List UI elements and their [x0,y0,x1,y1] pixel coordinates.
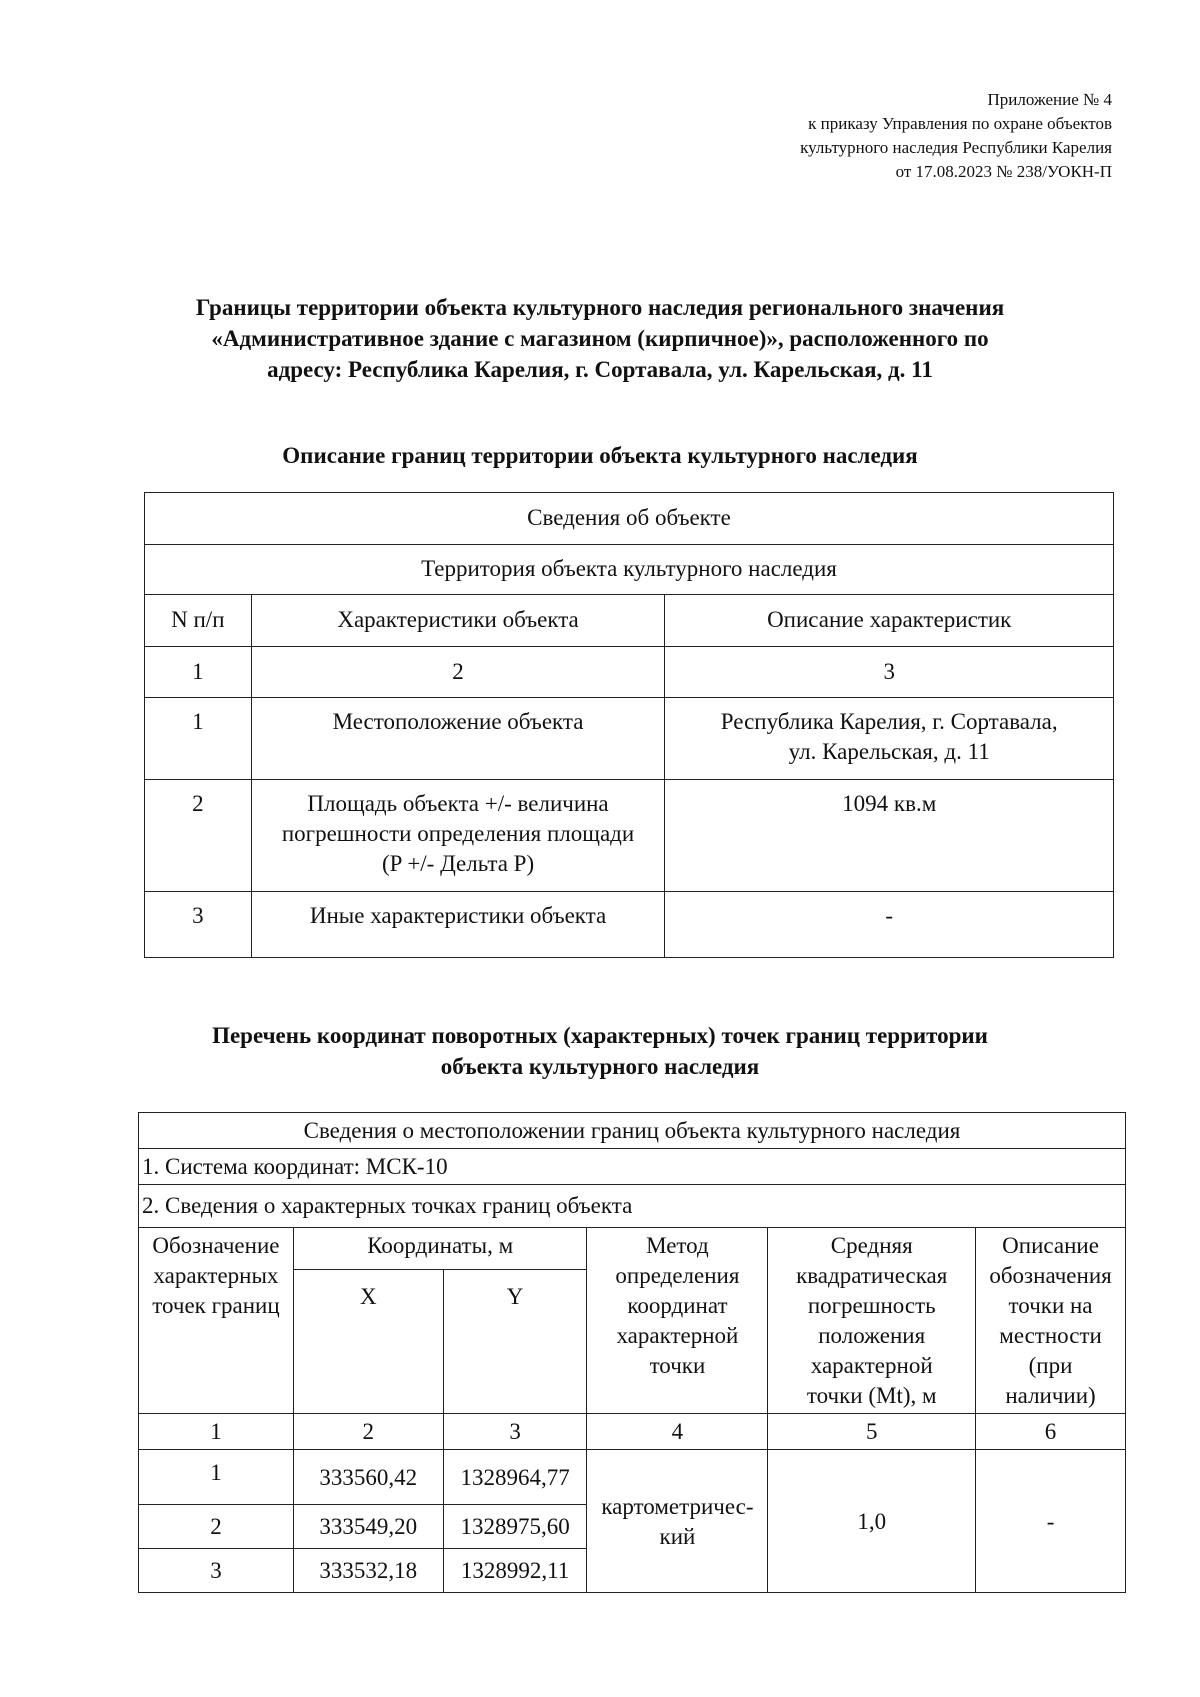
column-number-cell: 6 [976,1414,1126,1450]
coordinates-section-title [100,1020,1100,1082]
header-text: характерных [153,1263,279,1288]
header-text: (при [1028,1353,1073,1378]
table-header-row [139,1228,1126,1270]
column-number-cell: 3 [665,647,1114,698]
characteristic-cell [251,780,665,892]
characteristic-text: Местоположение объекта [332,709,584,734]
y-value: 1328964,77 [443,1450,587,1505]
title-line: «Административное здание с магазином (кирпичное)», расположенного по [211,326,989,351]
header-text: наличии) [1005,1383,1096,1408]
characteristic-text: Площадь объекта +/- величина [307,791,609,816]
method-text: картометричес- [601,1493,754,1519]
point-number: 2 [139,1505,294,1549]
header-text: точки (Mt), м [806,1383,937,1408]
section-title-line: Описание границ территории объекта культурного наследия [282,443,918,468]
section-title-line: объекта культурного наследия [440,1054,760,1079]
header-text: погрешность [807,1293,936,1318]
document-header-note [800,88,1112,184]
table-caption-row [145,493,1114,545]
error-value: 1,0 [768,1450,976,1593]
characteristic-text: погрешности определения площади [281,821,635,846]
description-cell [665,698,1114,780]
description-text: - [885,903,894,928]
coord-system-row [139,1149,1126,1185]
designation-header [139,1228,294,1414]
table-caption-row [145,545,1114,595]
description-text: Республика Карелия, г. Сортавала, [720,709,1058,734]
column-number-cell: 4 [587,1414,768,1450]
document-title [120,292,1080,385]
point-number: 3 [139,1549,294,1593]
header-text: квадратическая [796,1263,948,1288]
points-caption-row [139,1185,1126,1228]
coordinates-table [138,1112,1126,1593]
header-note-line: культурного наследия Республики Карелия [800,138,1112,157]
method-header [587,1228,768,1414]
description-section-title [100,440,1100,471]
column-number-cell: 5 [768,1414,976,1450]
table-caption-row [139,1113,1126,1149]
header-note-line: Приложение № 4 [987,90,1112,109]
y-value: 1328975,60 [443,1505,587,1549]
table-row [145,780,1114,892]
error-header [768,1228,976,1414]
column-number-row [139,1414,1126,1450]
coord-system-cell: 1. Система координат: МСК-10 [139,1149,1126,1185]
characteristic-cell [251,892,665,958]
table-row [145,698,1114,780]
header-text: координат [627,1293,728,1318]
characteristic-cell [251,698,665,780]
characteristic-text: Иные характеристики объекта [309,903,607,928]
header-text: точки [649,1353,706,1378]
x-value: 333549,20 [293,1505,443,1549]
header-text: характерной [810,1353,933,1378]
characteristic-text: (P +/- Дельта P) [381,851,535,876]
description-text: 1094 кв.м [842,791,937,816]
method-text: кий [659,1523,696,1549]
object-description-table [144,492,1114,958]
x-value: 333532,18 [293,1549,443,1593]
method-value [587,1450,768,1593]
row-number: 1 [145,698,252,780]
point-number: 1 [139,1450,294,1505]
description-cell [665,780,1114,892]
column-number-row [145,647,1114,698]
column-number-cell: 3 [443,1414,587,1450]
header-text: определения [615,1263,740,1288]
header-text: точек границ [152,1293,280,1318]
x-header: X [293,1270,443,1414]
header-text: Метод [646,1233,709,1258]
description-cell [665,892,1114,958]
point-description-header [976,1228,1126,1414]
column-number-cell: 1 [145,647,252,698]
header-cell: Характеристики объекта [251,595,665,647]
description-text: ул. Карельская, д. 11 [788,739,990,764]
table-caption: Сведения о местоположении границ объекта культурного наследия [139,1113,1126,1149]
coordinates-header: Координаты, м [293,1228,587,1270]
x-value: 333560,42 [293,1450,443,1505]
header-note-line: к приказу Управления по охране объектов [808,114,1112,133]
table-row [145,892,1114,958]
table-header-row [145,595,1114,647]
header-text: характерной [616,1323,739,1348]
point-description-value: - [976,1450,1126,1593]
points-caption-cell: 2. Сведения о характерных точках границ объекта [139,1185,1126,1228]
header-text: Описание [1002,1233,1099,1258]
section-title-line: Перечень координат поворотных (характерных) точек границ территории [212,1023,988,1048]
row-number: 3 [145,892,252,958]
header-note-line: от 17.08.2023 № 238/УОКН-П [895,162,1112,181]
row-number: 2 [145,780,252,892]
header-cell: N п/п [145,595,252,647]
header-text: обозначения [989,1263,1112,1288]
header-text: Средняя [830,1233,913,1258]
header-text: местности [999,1323,1102,1348]
table-caption: Сведения об объекте [145,493,1114,545]
header-text: Обозначение [152,1233,280,1258]
table-row [139,1450,1126,1505]
table-caption: Территория объекта культурного наследия [145,545,1114,595]
column-number-cell: 2 [251,647,665,698]
header-text: положения [818,1323,926,1348]
column-number-cell: 2 [293,1414,443,1450]
title-line: Границы территории объекта культурного наследия регионального значения [195,295,1005,320]
header-cell: Описание характеристик [665,595,1114,647]
header-text: точки на [1008,1293,1093,1318]
title-line: адресу: Республика Карелия, г. Сортавала, ул. Карельская, д. 11 [267,357,933,382]
y-value: 1328992,11 [443,1549,587,1593]
column-number-cell: 1 [139,1414,294,1450]
y-header: Y [443,1270,587,1414]
